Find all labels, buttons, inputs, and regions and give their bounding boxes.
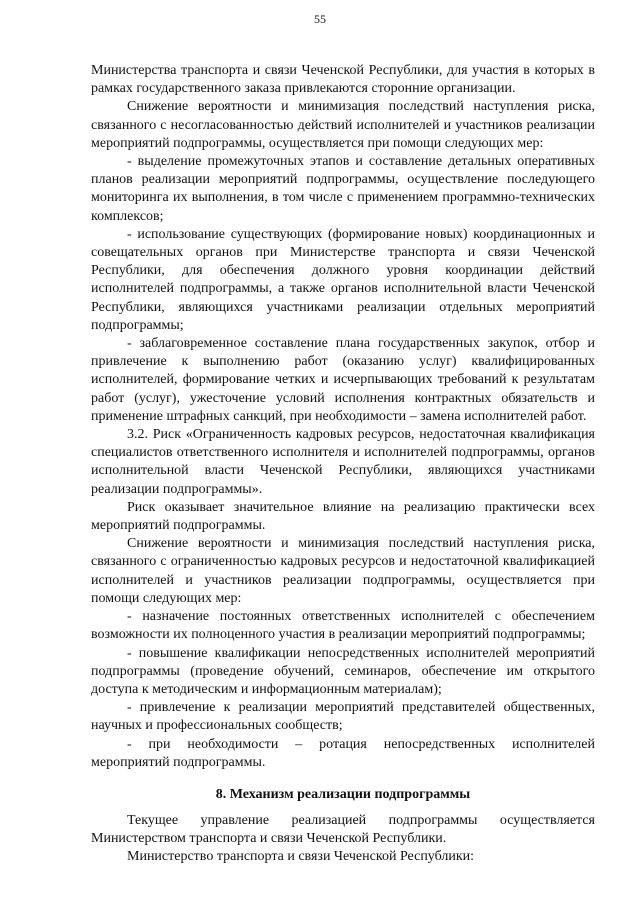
paragraph-risk-mitigation-intro: Снижение вероятности и минимизация последствий наступления риска, связанного с несогласованностью действий исполнителей и участников реализации мероприятий подпрограммы, осуществляется при помощи следующих мер: — [91, 99, 595, 151]
list-item-measure: - выделение промежуточных этапов и составление детальных оперативных планов реализации мероприятий подпрограммы, осуществление последующего мониторинга их выполнения, в том числе с применением программно-технических комплексов; — [91, 154, 595, 224]
list-item-measure: - при необходимости – ротация непосредственных исполнителей мероприятий подпрограммы. — [91, 736, 595, 770]
paragraph-risk-3-2: 3.2. Риск «Ограниченность кадровых ресурсов, недостаточная квалификация специалистов ответственного исполнителя и исполнителей подпрограммы, органов исполнительной власти Чеченской Республики, являющихся участниками реализации подпрограммы». — [91, 427, 595, 497]
document-body — [91, 62, 595, 867]
list-item-measure: - привлечение к реализации мероприятий представителей общественных, научных и профессиональных сообществ; — [91, 700, 595, 734]
section-heading: 8. Механизм реализации подпрограммы — [215, 786, 471, 802]
paragraph-risk-impact: Риск оказывает значительное влияние на реализацию практически всех мероприятий подпрограммы. — [91, 499, 595, 534]
list-item-measure: - заблаговременное составление плана государственных закупок, отбор и привлечение к выполнению работ (оказанию услуг) квалифицированных исполнителей, формирование четких и исчерпывающих требований к результатам работ (услуг), ужесточение условий исполнения контрактных обязательств и применение штрафных санкций, при необходимости – замена исполнителей работ. — [91, 336, 595, 424]
paragraph-management: Текущее управление реализацией подпрограммы осуществляется Министерством транспорта и связи Чеченской Республики. — [91, 812, 595, 847]
page-number: 55 — [314, 12, 326, 26]
paragraph-risk-mitigation-intro: Снижение вероятности и минимизация последствий наступления риска, связанного с ограниченностью кадровых ресурсов и недостаточной квалификацией исполнителей и участников реализации подпрограммы, осуществляется при помощи следующих мер: — [91, 536, 595, 606]
paragraph-ministry: Министерство транспорта и связи Чеченской Республики: — [127, 849, 475, 865]
paragraph-continuation: Министерства транспорта и связи Чеченской Республики, для участия в которых в рамках государственного заказа привлекаются сторонние организации. — [91, 63, 595, 97]
list-item-measure: - повышение квалификации непосредственных исполнителей мероприятий подпрограммы (проведение обучений, семинаров, обеспечение им открытого доступа к методическим и информационным материалам); — [91, 645, 595, 697]
list-item-measure: - назначение постоянных ответственных исполнителей с обеспечением возможности их полноценного участия в реализации мероприятий подпрограммы; — [91, 609, 595, 643]
list-item-measure: - использование существующих (формирование новых) координационных и совещательных органов при Министерстве транспорта и связи Чеченской Республики, для обеспечения должного уровня координации действий исполнителей подпрограммы, а также органов исполнительной власти Чеченской Республики, являющихся участниками реализации отдельных мероприятий подпрограммы; — [91, 226, 595, 333]
